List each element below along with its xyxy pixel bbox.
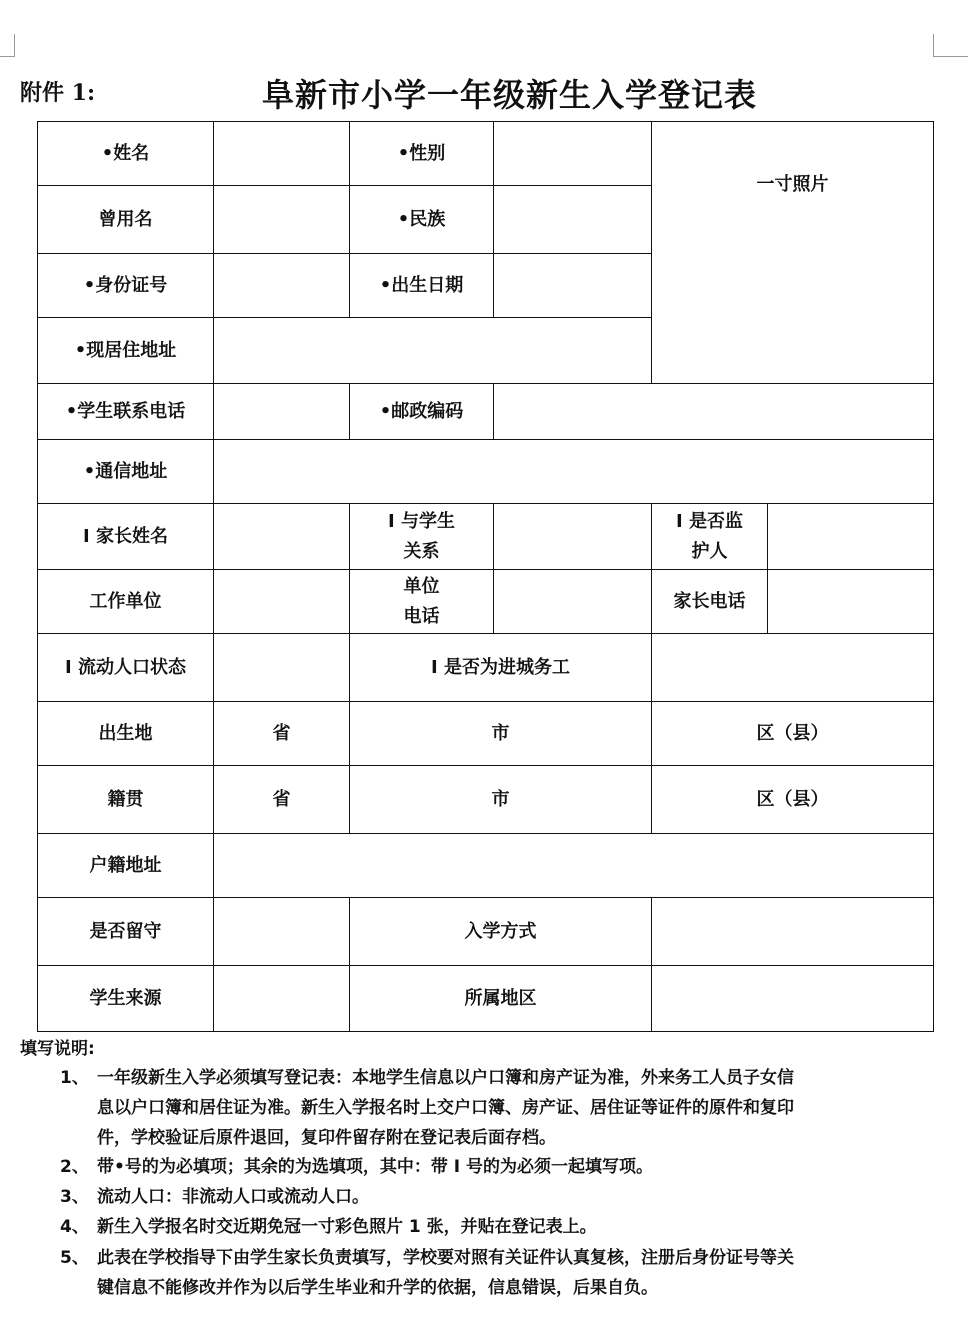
gender-label: •性别 (350, 122, 494, 186)
postcode-label: •邮政编码 (350, 384, 494, 440)
crop-mark-top-right (933, 34, 968, 57)
note-line: 流动人口：非流动人口或流动人口。 (97, 1187, 369, 1207)
left-behind-label: 是否留守 (38, 898, 214, 966)
student-source-input[interactable] (214, 966, 350, 1032)
student-phone-label: •学生联系电话 (38, 384, 214, 440)
note-item (60, 1152, 940, 1182)
note-line: 新生入学报名时交近期免冠一寸彩色照片 1 张，并贴在登记表上。 (97, 1217, 597, 1237)
floating-population-label: I 流动人口状态 (38, 634, 214, 702)
household-address-label: 户籍地址 (38, 834, 214, 898)
crop-mark-top-left (0, 34, 15, 57)
name-input[interactable] (214, 122, 350, 186)
work-unit-label: 工作单位 (38, 570, 214, 634)
relation-label-line2: 关系 (403, 540, 440, 562)
note-number: 1、 (60, 1068, 89, 1088)
address-label: •现居住地址 (38, 318, 214, 384)
birthplace-district[interactable]: 区（县） (652, 702, 934, 766)
ethnicity-label: •民族 (350, 186, 494, 254)
parent-name-input[interactable] (214, 504, 350, 570)
native-place-label: 籍贯 (38, 766, 214, 834)
note-number: 5、 (60, 1248, 89, 1268)
note-number: 3、 (60, 1187, 89, 1207)
student-phone-input[interactable] (214, 384, 350, 440)
note-number: 4、 (60, 1217, 89, 1237)
unit-phone-label (350, 570, 494, 634)
floating-population-input[interactable] (214, 634, 350, 702)
guardian-input[interactable] (768, 504, 934, 570)
former-name-label: 曾用名 (38, 186, 214, 254)
native-place-district[interactable]: 区（县） (652, 766, 934, 834)
student-source-label: 学生来源 (38, 966, 214, 1032)
note-line: 此表在学校指导下由学生家长负责填写，学校要对照有关证件认真复核，注册后身份证号等关 (97, 1248, 794, 1268)
address-input[interactable] (214, 318, 652, 384)
name-label: •姓名 (38, 122, 214, 186)
left-behind-input[interactable] (214, 898, 350, 966)
mail-address-input[interactable] (214, 440, 934, 504)
note-item (60, 1212, 940, 1242)
unit-phone-label-line1: 单位 (403, 575, 440, 597)
parent-phone-label: 家长电话 (652, 570, 768, 634)
birthplace-province[interactable]: 省 (214, 702, 350, 766)
native-place-city[interactable]: 市 (350, 766, 652, 834)
note-item (60, 1063, 940, 1153)
notes-heading: 填写说明: (20, 1039, 95, 1059)
note-line: 键信息不能修改并作为以后学生毕业和升学的依据，信息错误，后果自负。 (97, 1278, 658, 1298)
photo-box[interactable] (652, 122, 934, 384)
note-number: 2、 (60, 1157, 89, 1177)
gender-input[interactable] (494, 122, 652, 186)
former-name-input[interactable] (214, 186, 350, 254)
migrant-worker-input[interactable] (652, 634, 934, 702)
region-label: 所属地区 (350, 966, 652, 1032)
parent-name-label: I 家长姓名 (38, 504, 214, 570)
birthplace-city[interactable]: 市 (350, 702, 652, 766)
attachment-label: 附件 1: (20, 80, 96, 106)
note-item (60, 1182, 940, 1212)
postcode-input[interactable] (494, 384, 934, 440)
migrant-worker-label: I 是否为进城务工 (350, 634, 652, 702)
ethnicity-input[interactable] (494, 186, 652, 254)
id-number-label: •身份证号 (38, 254, 214, 318)
photo-label: 一寸照片 (756, 173, 829, 195)
work-unit-input[interactable] (214, 570, 350, 634)
note-line: 带•号的为必填项；其余的为选填项，其中：带 I 号的为必须一起填写项。 (97, 1157, 654, 1177)
parent-phone-input[interactable] (768, 570, 934, 634)
note-line: 件，学校验证后原件退回，复印件留存附在登记表后面存档。 (97, 1128, 556, 1148)
relation-label (350, 504, 494, 570)
birth-date-input[interactable] (494, 254, 652, 318)
native-place-province[interactable]: 省 (214, 766, 350, 834)
note-line: 一年级新生入学必须填写登记表：本地学生信息以户口簿和房产证为准，外来务工人员子女信 (97, 1068, 794, 1088)
birth-date-label: •出生日期 (350, 254, 494, 318)
registration-form-table (37, 121, 934, 1032)
note-line: 息以户口簿和居住证为准。新生入学报名时上交户口簿、房产证、居住证等证件的原件和复印 (97, 1098, 794, 1118)
guardian-label-line1: I 是否监 (676, 510, 743, 532)
unit-phone-label-line2: 电话 (403, 605, 440, 627)
enroll-method-input[interactable] (652, 898, 934, 966)
enroll-method-label: 入学方式 (350, 898, 652, 966)
id-number-input[interactable] (214, 254, 350, 318)
guardian-label-line2: 护人 (691, 540, 728, 562)
page-title: 阜新市小学一年级新生入学登记表 (262, 76, 758, 114)
mail-address-label: •通信地址 (38, 440, 214, 504)
relation-input[interactable] (494, 504, 652, 570)
relation-label-line1: I 与学生 (388, 510, 455, 532)
household-address-input[interactable] (214, 834, 934, 898)
unit-phone-input[interactable] (494, 570, 652, 634)
note-item (60, 1243, 940, 1303)
guardian-label (652, 504, 768, 570)
birthplace-label: 出生地 (38, 702, 214, 766)
region-input[interactable] (652, 966, 934, 1032)
